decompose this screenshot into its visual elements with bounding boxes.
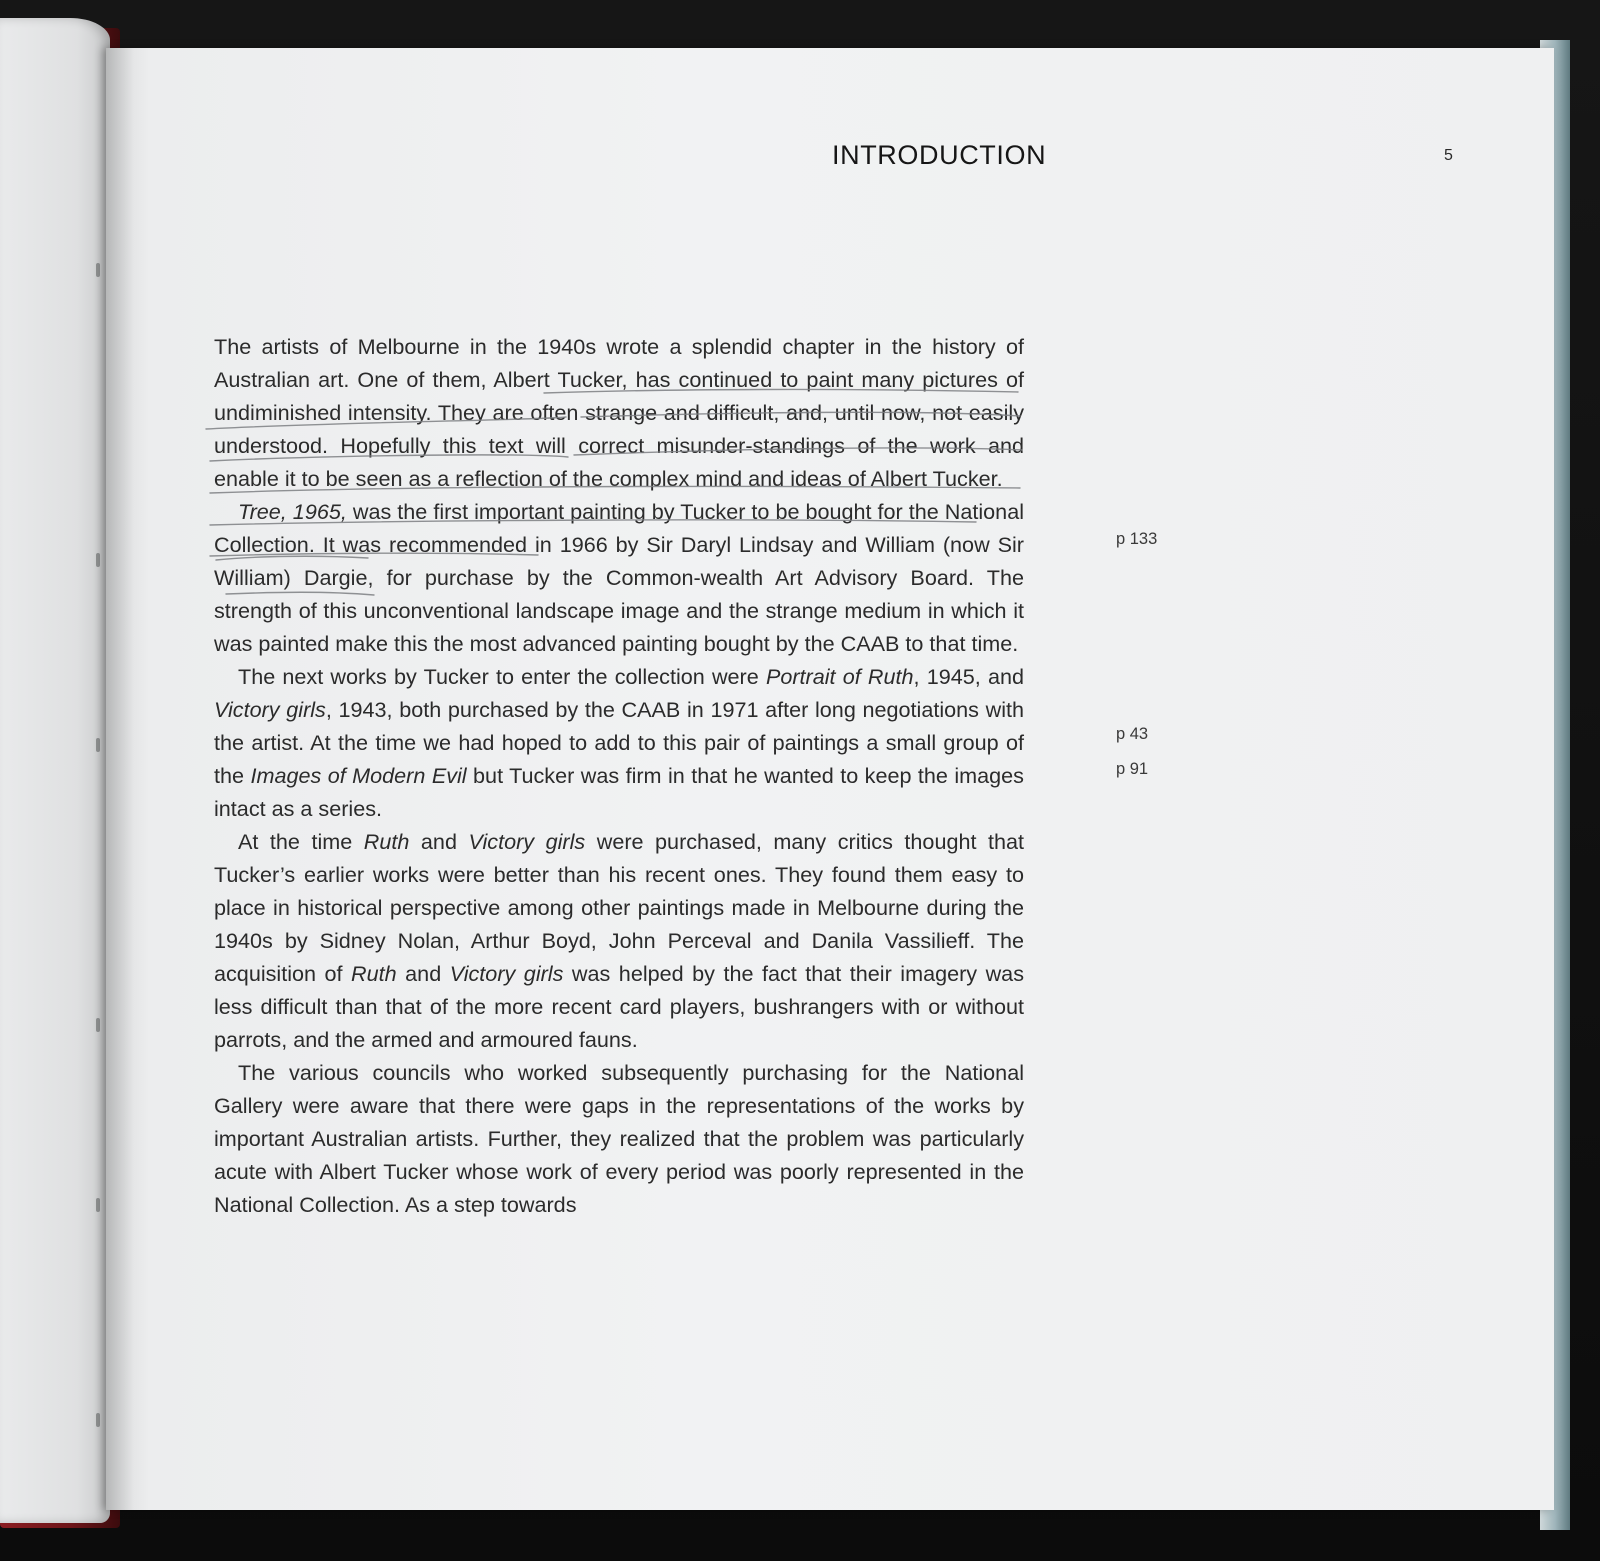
paragraph-text: The artists of Melbourne in the 1940s wrote a splendid chapter in the history of Australian art. One of them, Albert Tucker, has continued to paint many pictures of undiminished intensity. They are often strange and difficult, and, until now, not easily understood. Hopefully this text will correct misunder-standings of the work and enable it to be seen as a reflection of the complex mind and ideas of Albert Tucker.: [214, 334, 1024, 491]
paragraph: [214, 825, 1024, 1056]
artwork-title: Victory girls: [449, 961, 564, 986]
paragraph-text: , 1945, and: [913, 664, 1024, 689]
binding-stitch: [96, 263, 100, 277]
binding-stitch: [96, 553, 100, 567]
paragraph-text: and: [409, 829, 469, 854]
margin-note: p 133: [1116, 530, 1158, 548]
body-text: [214, 330, 1024, 1221]
margin-note: p 43: [1116, 725, 1149, 743]
margin-note: p 91: [1116, 760, 1149, 778]
paragraph: [214, 330, 1024, 495]
binding-stitch: [96, 1018, 100, 1032]
artwork-title: Ruth: [363, 829, 410, 854]
page-title: INTRODUCTION: [832, 140, 1047, 170]
artwork-title: Images of Modern Evil: [250, 763, 467, 788]
paragraph: [214, 495, 1024, 660]
paragraph-text: was helped by the fact that their imagery was less difficult than that of the more recent card players, bushrangers with or without parrots, and the armed and armoured fauns.: [214, 961, 1024, 1052]
binding-stitch: [96, 738, 100, 752]
paragraph-text: were purchased, many critics thought that Tucker’s earlier works were better than his recent ones. They found them easy to place in historical perspective among other paintings made in Melbourne during the 1940s by Sidney Nolan, Arthur Boyd, John Perceval and Danila Vassilieff. The acquisition of: [214, 829, 1025, 986]
paragraph-text: At the time: [238, 829, 364, 854]
paragraph-text: and: [396, 961, 450, 986]
paragraph: [214, 660, 1024, 825]
binding-stitch: [96, 1413, 100, 1427]
artwork-title: Ruth: [351, 961, 397, 986]
right-page: [106, 48, 1554, 1510]
artwork-title: Victory girls: [468, 829, 586, 854]
paragraph-text: The various councils who worked subsequently purchasing for the National Gallery were aware that there were gaps in the representations of the works by important Australian artists. Further, they realized that the problem was particularly acute with Albert Tucker whose work of every period was poorly represented in the National Collection. As a step towards: [214, 1060, 1024, 1217]
paragraph-text: , 1943, both purchased by the CAAB in 1971 after long negotiations with the artist. At the time we had hoped to add to this pair of paintings a small group of the: [214, 697, 1024, 788]
left-page: [0, 18, 110, 1523]
artwork-title: Portrait of Ruth: [765, 664, 914, 689]
page-number: 5: [1444, 147, 1453, 164]
paragraph-text: but Tucker was firm in that he wanted to keep the images intact as a series.: [214, 763, 1024, 821]
paragraph: [214, 1056, 1024, 1221]
paragraph-text: was the first important painting by Tucker to be bought for the National Collection. It was recommended in 1966 by Sir Daryl Lindsay and William (now Sir William) Dargie, for purchase by the Common-wealth Art Advisory Board. The strength of this unconventional landscape image and the strange medium in which it was painted make this the most advanced painting bought by the CAAB to that time.: [214, 499, 1024, 656]
gutter-shadow: [106, 48, 134, 1510]
binding-stitch: [96, 1198, 100, 1212]
artwork-title: Tree, 1965,: [238, 499, 347, 524]
paragraph-text: The next works by Tucker to enter the collection were: [238, 664, 766, 689]
artwork-title: Victory girls: [214, 697, 326, 722]
